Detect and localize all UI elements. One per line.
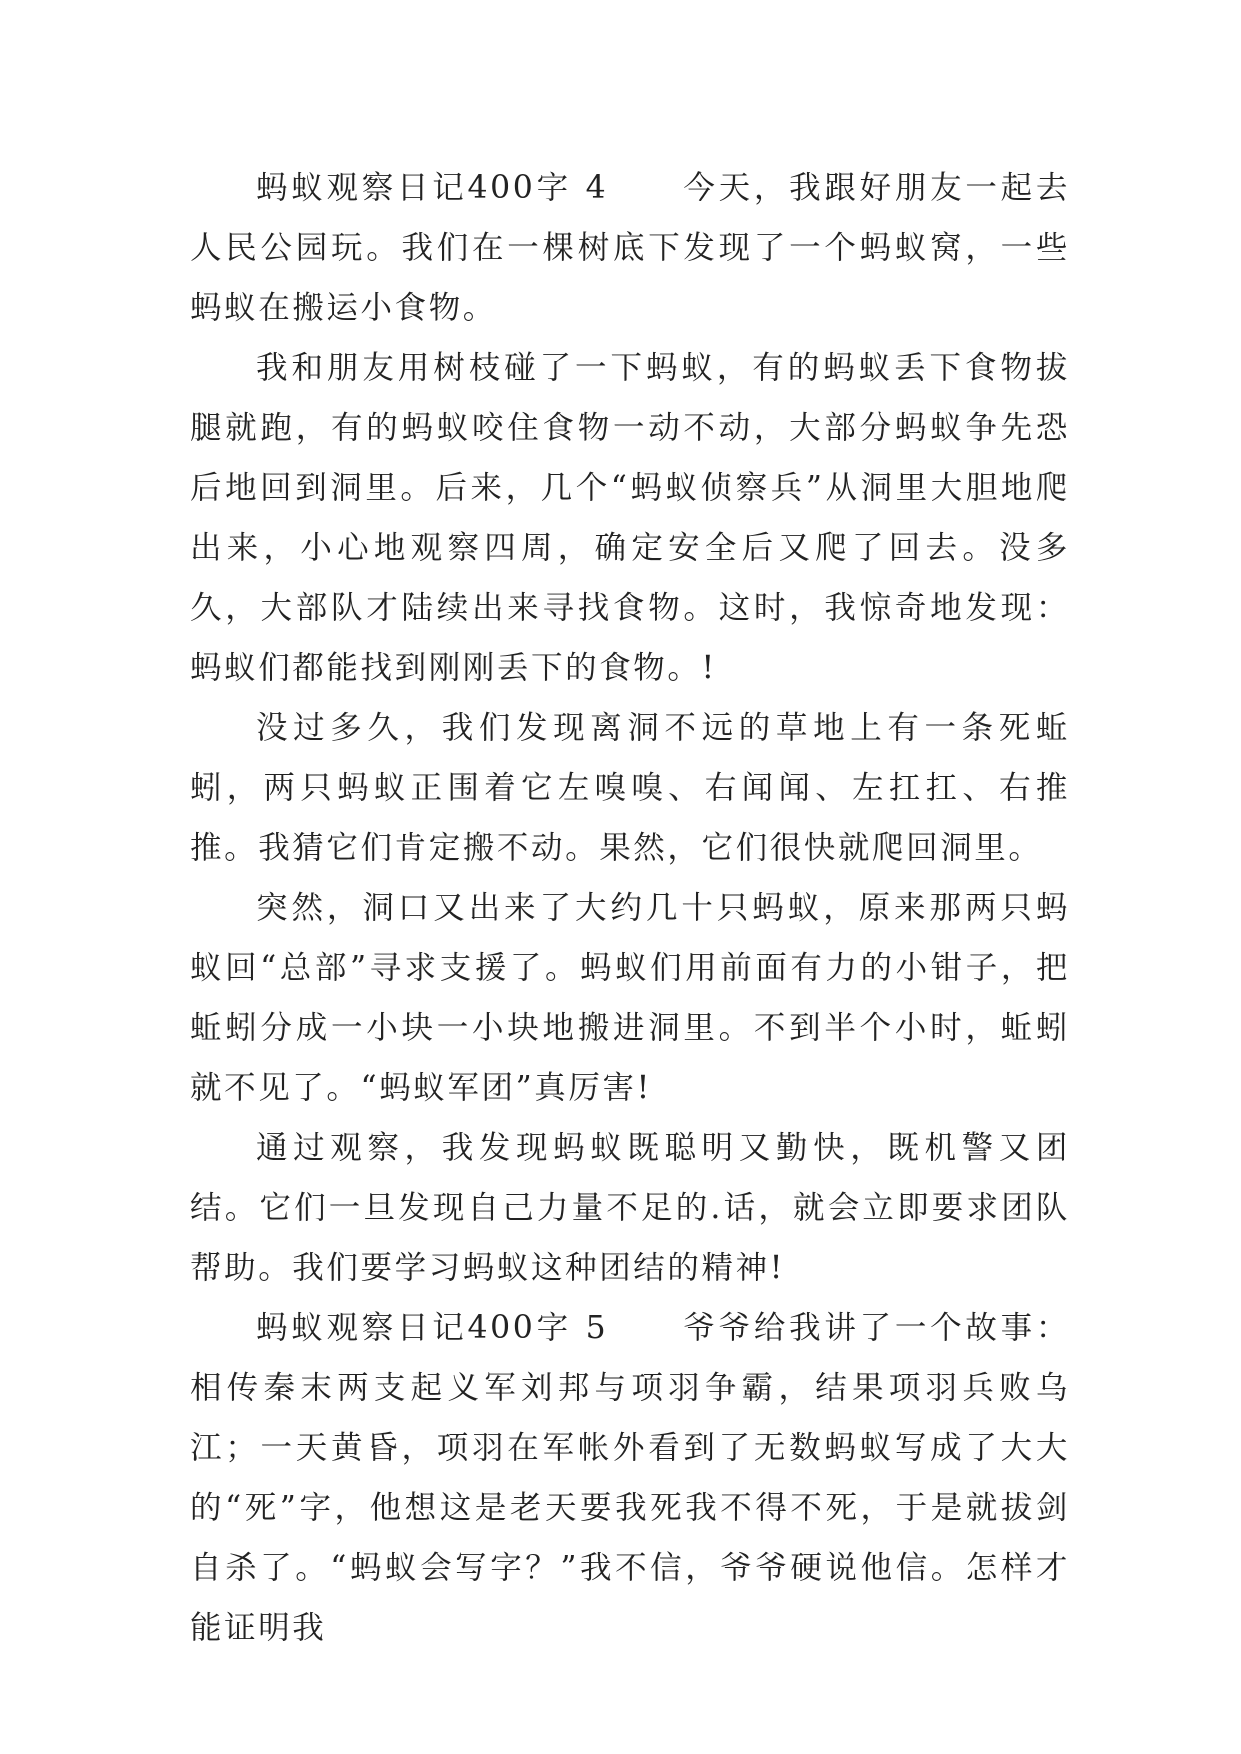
diary5-heading: 蚂蚁观察日记400字 5 [256, 1310, 609, 1346]
diary4-paragraph-1: 今天，我跟好朋友一起去人民公园玩。我们在一棵树底下发现了一个蚂蚁窝，一些蚂蚁在搬运小食物。 [190, 170, 1070, 326]
diary4-paragraph-3: 没过多久，我们发现离洞不远的草地上有一条死蚯蚓，两只蚂蚁正围着它左嗅嗅、右闻闻、左扛扛、右推推。我猜它们肯定搬不动。果然，它们很快就爬回洞里。 [190, 710, 1070, 866]
diary4-heading: 蚂蚁观察日记400字 4 [256, 170, 609, 206]
diary4-paragraph-5: 通过观察，我发现蚂蚁既聪明又勤快，既机警又团结。它们一旦发现自己力量不足的.话，就会立即要求团队帮助。我们要学习蚂蚁这种团结的精神! [190, 1130, 1070, 1286]
diary5-intro-paragraph [190, 1298, 1070, 1658]
document-body [190, 158, 1070, 1658]
diary5-paragraph-1: 爷爷给我讲了一个故事：相传秦末两支起义军刘邦与项羽争霸，结果项羽兵败乌江；一天黄昏，项羽在军帐外看到了无数蚂蚁写成了大大的“死”字，他想这是老天要我死我不得不死，于是就拔剑自杀了。“蚂蚁会写字？”我不信，爷爷硬说他信。怎样才能证明我 [190, 1310, 1070, 1646]
diary4-intro-paragraph [190, 158, 1070, 338]
diary4-paragraph-4: 突然，洞口又出来了大约几十只蚂蚁，原来那两只蚂蚁回“总部”寻求支援了。蚂蚁们用前面有力的小钳子，把蚯蚓分成一小块一小块地搬进洞里。不到半个小时，蚯蚓就不见了。“蚂蚁军团”真厉害! [190, 890, 1070, 1106]
diary4-paragraph-2: 我和朋友用树枝碰了一下蚂蚁，有的蚂蚁丢下食物拔腿就跑，有的蚂蚁咬住食物一动不动，大部分蚂蚁争先恐后地回到洞里。后来，几个“蚂蚁侦察兵”从洞里大胆地爬出来，小心地观察四周，确定安全后又爬了回去。没多久，大部队才陆续出来寻找食物。这时，我惊奇地发现：蚂蚁们都能找到刚刚丢下的食物。! [190, 350, 1070, 686]
